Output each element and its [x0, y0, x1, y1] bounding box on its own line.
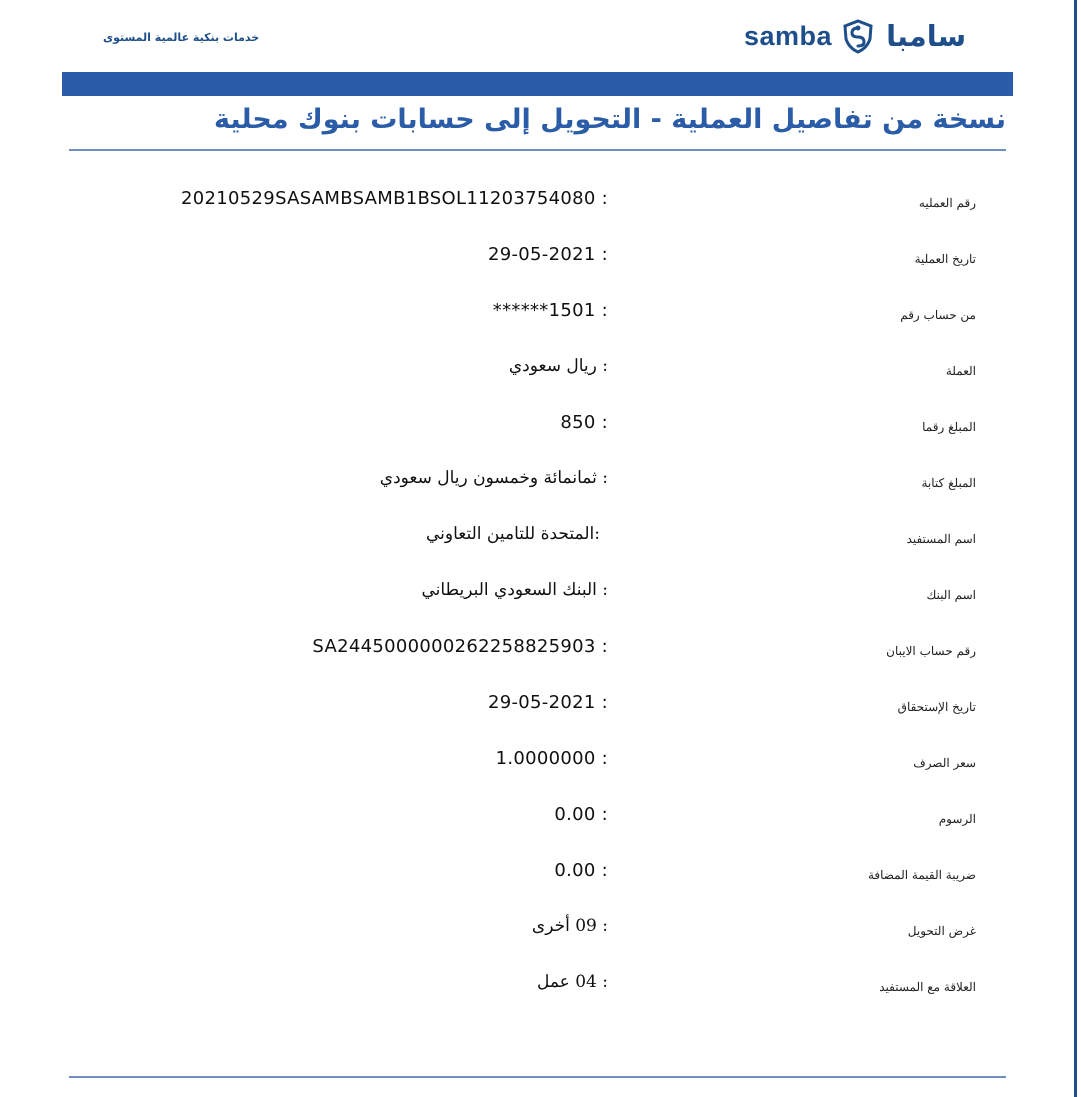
detail-label: المبلغ كتابة: [921, 476, 976, 490]
detail-value: : 04 عمل: [536, 972, 608, 992]
detail-row-beneficiary-name: [0, 511, 1074, 567]
header: [0, 0, 1074, 72]
detail-row-transaction-date: [0, 231, 1074, 287]
tagline: خدمات بنكية عالمية المستوى: [103, 31, 260, 44]
brand-name-arabic: سامبا: [886, 19, 967, 53]
detail-value: 1.0000000 :: [495, 748, 608, 769]
detail-value: : ثمانمائة وخمسون ريال سعودي: [379, 468, 608, 488]
detail-label: تاريخ العملية: [914, 252, 976, 266]
header-blue-bar: [62, 72, 1013, 96]
detail-label: اسم البنك: [926, 588, 976, 602]
detail-label: العملة: [945, 364, 976, 378]
detail-row-amount-words: [0, 455, 1074, 511]
detail-value: 20210529SASAMBSAMB1BSOL11203754080 :: [181, 188, 608, 209]
detail-label: العلاقة مع المستفيد: [879, 980, 976, 994]
detail-value: SA2445000000262258825903 :: [312, 636, 608, 657]
detail-row-amount-numeric: [0, 399, 1074, 455]
detail-row-beneficiary-relation: [0, 959, 1074, 1015]
detail-row-due-date: [0, 679, 1074, 735]
detail-value: : البنك السعودي البريطاني: [421, 580, 608, 600]
detail-value: 0.00 :: [554, 860, 608, 881]
detail-label: من حساب رقم: [900, 308, 976, 322]
brand-name-latin: samba: [744, 20, 833, 51]
detail-value: 29-05-2021 :: [488, 244, 608, 265]
detail-row-exchange-rate: [0, 735, 1074, 791]
title-divider: [69, 149, 1006, 151]
detail-row-fees: [0, 791, 1074, 847]
detail-value: 0.00 :: [554, 804, 608, 825]
detail-label: رقم حساب الايبان: [886, 644, 976, 658]
detail-value: : ريال سعودي: [508, 356, 608, 376]
detail-row-iban: [0, 623, 1074, 679]
detail-value: 850 :: [560, 412, 608, 433]
detail-label: تاريخ الإستحقاق: [897, 700, 976, 714]
detail-row-from-account: [0, 287, 1074, 343]
detail-value: :المتحدة للتامين التعاوني: [425, 524, 600, 544]
samba-shield-icon: [840, 18, 876, 54]
detail-row-bank-name: [0, 567, 1074, 623]
detail-value: : 09 أخرى: [531, 916, 608, 936]
detail-label: رقم العمليه: [918, 196, 976, 210]
detail-row-transaction-number: [0, 175, 1074, 231]
detail-value: ******1501 :: [492, 300, 608, 321]
detail-row-currency: [0, 343, 1074, 399]
detail-row-transfer-purpose: [0, 903, 1074, 959]
detail-value: 29-05-2021 :: [488, 692, 608, 713]
detail-label: اسم المستفيد: [906, 532, 976, 546]
detail-label: سعر الصرف: [913, 756, 976, 770]
detail-row-vat: [0, 847, 1074, 903]
page-title: نسخة من تفاصيل العملية - التحويل إلى حسابات بنوك محلية: [214, 104, 1006, 135]
detail-label: الرسوم: [938, 812, 976, 826]
brand-logo: [744, 14, 984, 58]
detail-label: ضريبة القيمة المضافة: [867, 868, 976, 882]
footer-divider: [69, 1076, 1006, 1078]
transaction-details: [0, 175, 1074, 1015]
detail-label: المبلغ رقما: [922, 420, 976, 434]
page-right-border: [1074, 0, 1077, 1097]
detail-label: غرض التحويل: [907, 924, 976, 938]
